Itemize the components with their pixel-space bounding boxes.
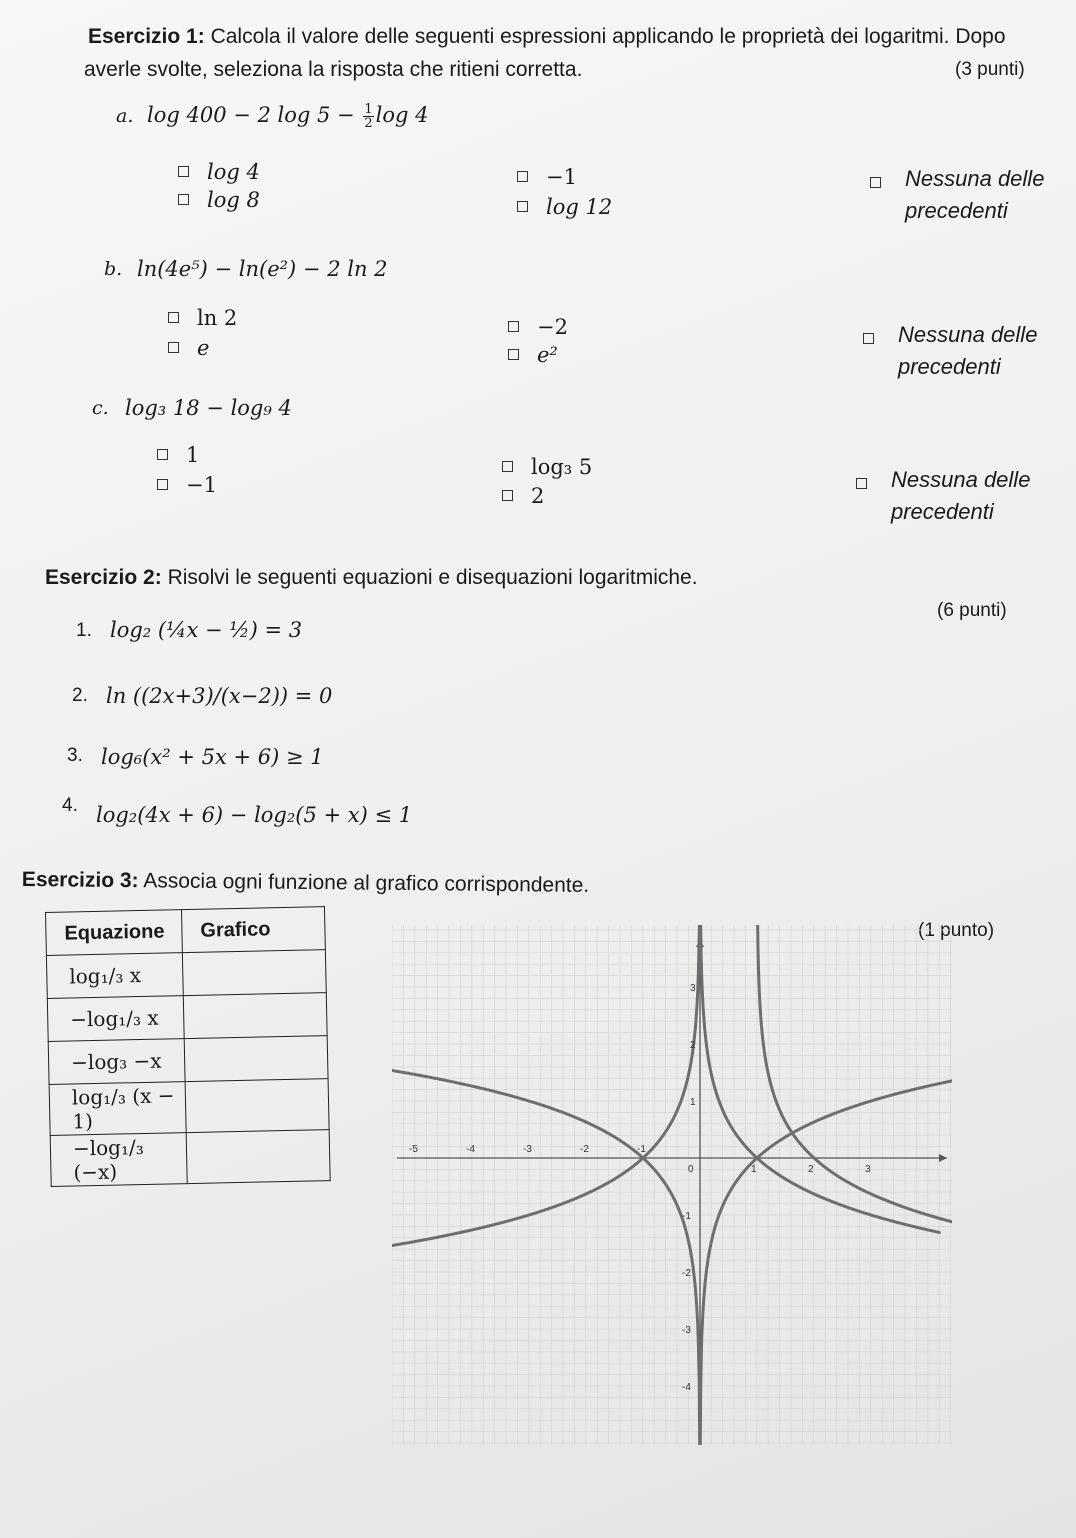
option-text: ln 2: [197, 306, 238, 330]
y-tick-label: 2: [690, 1040, 696, 1051]
checkbox[interactable]: [508, 321, 519, 332]
graph-grid: [392, 925, 952, 1445]
y-tick-label: 3: [690, 983, 696, 994]
item-b-expression: ln(4e⁵) − ln(e²) − 2 ln 2: [137, 257, 388, 281]
checkbox[interactable]: [157, 449, 168, 460]
checkbox[interactable]: [863, 333, 874, 344]
ex3-points: (1 punto): [918, 920, 995, 941]
ex3-title: Esercizio 3:: [21, 868, 139, 893]
item-c-option-2[interactable]: [157, 473, 217, 497]
graph-answer-cell[interactable]: [183, 993, 327, 1039]
checkbox[interactable]: [856, 478, 867, 489]
item-c-option-none[interactable]: [856, 464, 1051, 528]
item-a-label: a.: [116, 105, 134, 127]
x-tick-label: -1: [637, 1144, 646, 1155]
item-a-option-4[interactable]: [517, 195, 612, 219]
x-tick-label: 0: [688, 1164, 694, 1175]
checkbox[interactable]: [157, 479, 168, 490]
option-text: −2: [537, 315, 568, 339]
graph-answer-cell[interactable]: [185, 1079, 329, 1133]
x-tick-label: 3: [865, 1164, 871, 1175]
function-table: [45, 906, 331, 1187]
ex2-title: Esercizio 2:: [45, 566, 162, 589]
checkbox[interactable]: [517, 201, 528, 212]
option-text: Nessuna delle precedenti: [905, 166, 1045, 223]
option-text: Nessuna delle precedenti: [898, 322, 1038, 379]
checkbox[interactable]: [517, 171, 528, 182]
table-row: [47, 993, 327, 1042]
option-text: log₃ 5: [531, 455, 593, 479]
item-c-label: c.: [92, 397, 109, 419]
ex2-item-3-expression: log₆(x² + 5x + 6) ≥ 1: [101, 745, 324, 769]
option-text: e: [197, 336, 210, 360]
ex2-item-4-expression: log₂(4x + 6) − log₂(5 + x) ≤ 1: [96, 803, 413, 827]
ex1-title: Esercizio 1:: [88, 25, 205, 48]
item-c-option-3[interactable]: [502, 455, 592, 479]
checkbox[interactable]: [502, 461, 513, 472]
y-tick-label: 1: [690, 1097, 696, 1108]
item-a-option-none[interactable]: [870, 163, 1065, 227]
ex2-heading: [45, 566, 698, 590]
checkbox[interactable]: [508, 349, 519, 360]
option-text: Nessuna delle precedenti: [891, 467, 1031, 524]
y-tick-label: -2: [682, 1268, 691, 1279]
item-b-option-2[interactable]: [168, 336, 209, 360]
log-functions-graph: [392, 925, 952, 1445]
checkbox[interactable]: [870, 177, 881, 188]
col-header-grafico: Grafico: [181, 907, 325, 953]
x-tick-label: -3: [523, 1144, 532, 1155]
ex3-heading: [22, 868, 590, 898]
ex1-heading: [88, 25, 1006, 49]
ex1-text-line2: averle svolte, seleziona la risposta che ritieni corretta.: [84, 58, 583, 81]
option-text: e²: [537, 343, 558, 367]
table-row: [48, 1036, 328, 1085]
ex2-text: Risolvi le seguenti equazioni e disequazioni logaritmiche.: [167, 566, 698, 589]
checkbox[interactable]: [168, 342, 179, 353]
item-c-expression: log₃ 18 − log₉ 4: [125, 396, 292, 420]
ex1-text-line1: Calcola il valore delle seguenti espressioni applicando le proprietà dei logaritmi. Dopo: [210, 25, 1006, 48]
item-b-option-3[interactable]: [508, 315, 568, 339]
graph-curves: [392, 925, 952, 1445]
item-a-option-2[interactable]: [178, 188, 260, 212]
x-tick-label: -5: [409, 1144, 418, 1155]
table-row: [46, 950, 326, 999]
curve-neg-log-one-third-neg-x: [392, 1071, 700, 1446]
ex2-item-1-expression: log₂ (¼x − ½) = 3: [110, 618, 303, 642]
ex2-points: (6 punti): [937, 600, 1007, 621]
option-text: −1: [186, 473, 217, 497]
equation-cell: −log₁/₃ x: [47, 996, 184, 1042]
checkbox[interactable]: [502, 490, 513, 501]
ex2-item-3-number: 3.: [67, 745, 83, 766]
item-b-option-none[interactable]: [863, 319, 1058, 383]
checkbox[interactable]: [178, 194, 189, 205]
item-b-label: b.: [104, 258, 123, 280]
y-tick-label: -4: [682, 1382, 691, 1393]
equation-cell: log₁/₃ (x − 1): [49, 1082, 186, 1136]
checkbox[interactable]: [168, 312, 179, 323]
item-a-option-3[interactable]: [517, 165, 577, 189]
checkbox[interactable]: [178, 166, 189, 177]
item-b-option-4[interactable]: [508, 343, 558, 367]
table-row: [50, 1130, 330, 1187]
item-a-expr-part2: log 4: [375, 103, 429, 127]
item-a-option-1[interactable]: [178, 160, 260, 184]
table-row: [49, 1079, 329, 1136]
equation-cell: log₁/₃ x: [46, 953, 183, 999]
option-text: log 8: [207, 188, 260, 212]
item-c-option-4[interactable]: [502, 484, 544, 508]
col-header-equazione: Equazione: [46, 910, 183, 956]
option-text: −1: [546, 165, 577, 189]
item-a-expression: log 400 − 2 log 5 − $\frac{1}{2}$ log 4: [147, 102, 429, 131]
item-a-expr-part1: log 400 − 2 log 5 −: [147, 103, 355, 127]
ex2-item-2-number: 2.: [72, 685, 88, 706]
ex1-points: (3 punti): [955, 59, 1025, 80]
graph-answer-cell[interactable]: [182, 950, 326, 996]
x-axis-arrow: [939, 1154, 947, 1162]
option-text: log 12: [546, 195, 613, 219]
ex2-item-2-expression: ln ((2x+3)/(x−2)) = 0: [106, 684, 333, 708]
x-tick-label: -4: [466, 1144, 475, 1155]
option-text: 2: [531, 484, 545, 508]
ex2-item-1-number: 1.: [76, 620, 92, 641]
ex3-text: Associa ogni funzione al grafico corrispondente.: [143, 869, 590, 897]
option-text: log 4: [207, 160, 260, 184]
x-tick-label: 2: [808, 1164, 814, 1175]
graph-answer-cell[interactable]: [186, 1130, 330, 1184]
item-b-option-1[interactable]: [168, 306, 237, 330]
ex2-item-4-number: 4.: [62, 795, 78, 816]
x-tick-label: 1: [751, 1164, 757, 1175]
y-tick-label: -1: [682, 1211, 691, 1222]
y-tick-label: -3: [682, 1325, 691, 1336]
curve-log-one-third-x: [700, 925, 939, 1233]
equation-cell: −log₁/₃ (−x): [50, 1133, 187, 1187]
equation-cell: −log₃ −x: [48, 1039, 185, 1085]
curve-neg-log3-neg-x: [392, 925, 700, 1246]
option-text: 1: [186, 443, 200, 467]
item-c-option-1[interactable]: [157, 443, 199, 467]
x-tick-label: -2: [580, 1144, 589, 1155]
graph-answer-cell[interactable]: [184, 1036, 328, 1082]
